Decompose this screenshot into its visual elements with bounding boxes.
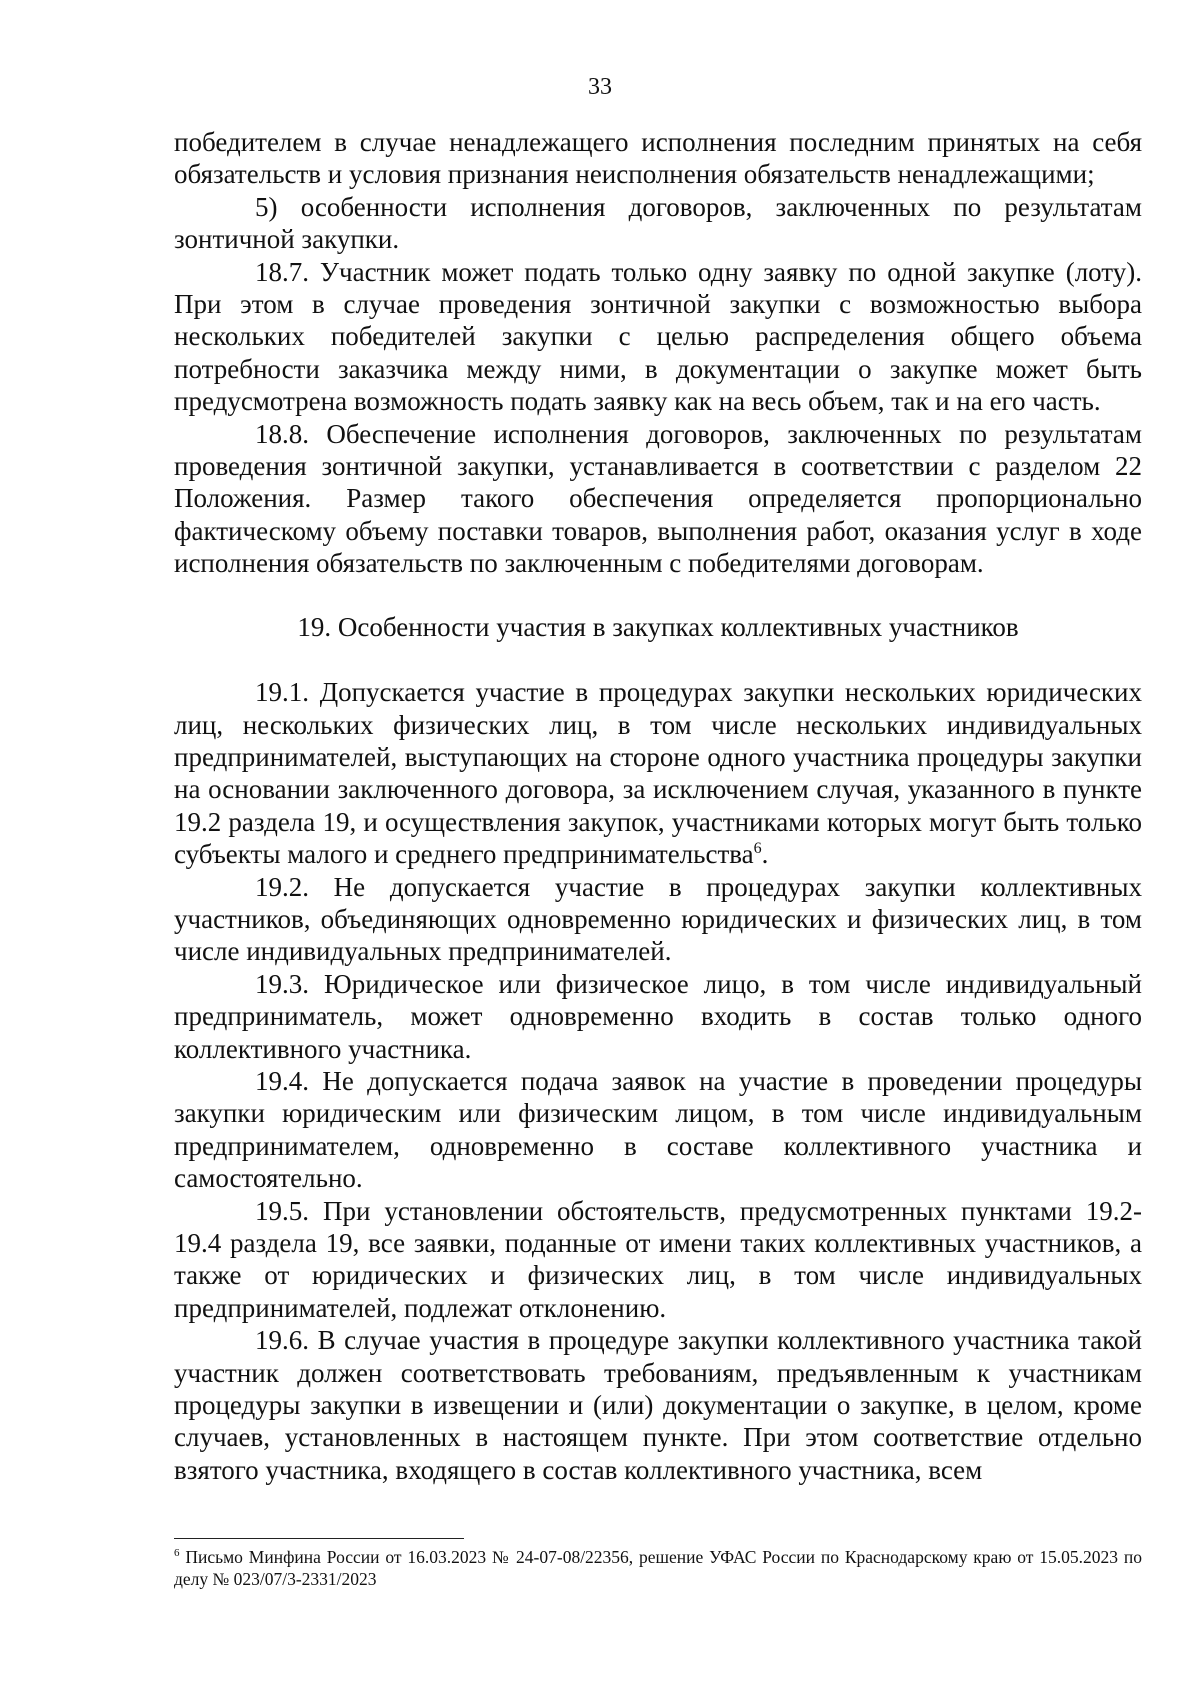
paragraph-19-1-end: . (761, 839, 769, 870)
footnote-number: 6 (174, 1547, 180, 1560)
paragraph-19-1 (174, 676, 1142, 870)
page-number: 33 (588, 74, 612, 100)
paragraph-19-4: 19.4. Не допускается подача заявок на участие в проведении процедуры закупки юридическим или физическим лицом, в том числе индивидуальным предпринимателем, одновременно в составе коллективного участника и самостоятельно. (174, 1065, 1142, 1194)
footnote-reference: 6 (753, 840, 762, 858)
footnote-text: Письмо Минфина России от 16.03.2023 № 24-07-08/22356, решение УФАС России по Краснодарскому краю от 15.05.2023 по делу № 023/07/3-2331/2023 (174, 1547, 1142, 1589)
footnote (174, 1546, 1142, 1590)
document-body (174, 126, 1142, 1486)
paragraph-19-2: 19.2. Не допускается участие в процедурах закупки коллективных участников, объединяющих одновременно юридических и физических лиц, в том числе индивидуальных предпринимателей. (174, 871, 1142, 967)
paragraph-19-6: 19.6. В случае участия в процедуре закупки коллективного участника такой участник должен соответствовать требованиям, предъявленным к участникам процедуры закупки в извещении и (или) документации о закупке, в целом, кроме случаев, установленных в настоящем пункте. При этом соответствие отдельно взятого участника, входящего в состав коллективного участника, всем (174, 1325, 1142, 1485)
paragraph-18-7: 18.7. Участник может подать только одну заявку по одной закупке (лоту). При этом в случае проведения зонтичной закупки с возможностью выбора нескольких победителей закупки с целью распределения общего объема потребности заказчика между ними, в документации о закупке может быть предусмотрена возможность подать заявку как на весь объем, так и на его часть. (174, 256, 1142, 417)
paragraph-19-5: 19.5. При установлении обстоятельств, предусмотренных пунктами 19.2-19.4 раздела 19, все заявки, поданные от имени таких коллективных участников, а также от юридических и физических лиц, в том числе индивидуальных предпринимателей, подлежат отклонению. (174, 1195, 1142, 1323)
footnote-divider (174, 1538, 464, 1539)
paragraph-item-5: 5) особенности исполнения договоров, заключенных по результатам зонтичной закупки. (174, 191, 1142, 255)
paragraph-19-3: 19.3. Юридическое или физическое лицо, в том числе индивидуальный предприниматель, может одновременно входить в состав только одного коллективного участника. (174, 968, 1142, 1064)
section-heading: 19. Особенности участия в закупках коллективных участников (297, 611, 1019, 642)
paragraph-18-8: 18.8. Обеспечение исполнения договоров, заключенных по результатам проведения зонтичной закупки, устанавливается в соответствии с разделом 22 Положения. Размер такого обеспечения определяется пропорционально фактическому объему поставки товаров, выполнения работ, оказания услуг в ходе исполнения обязательств по заключенным с победителями договорам. (174, 418, 1142, 579)
paragraph-continuation: победителем в случае ненадлежащего исполнения последним принятых на себя обязательств и условия признания неисполнения обязательств ненадлежащими; (174, 127, 1142, 190)
paragraph-19-1-text: 19.1. Допускается участие в процедурах закупки нескольких юридических лиц, нескольких физических лиц, в том числе нескольких индивидуальных предпринимателей, выступающих на стороне одного участника процедуры закупки на основании заключенного договора, за исключением случая, указанного в пункте 19.2 раздела 19, и осуществления закупок, участниками которых могут быть только субъекты малого и среднего предпринимательства (174, 677, 1142, 870)
